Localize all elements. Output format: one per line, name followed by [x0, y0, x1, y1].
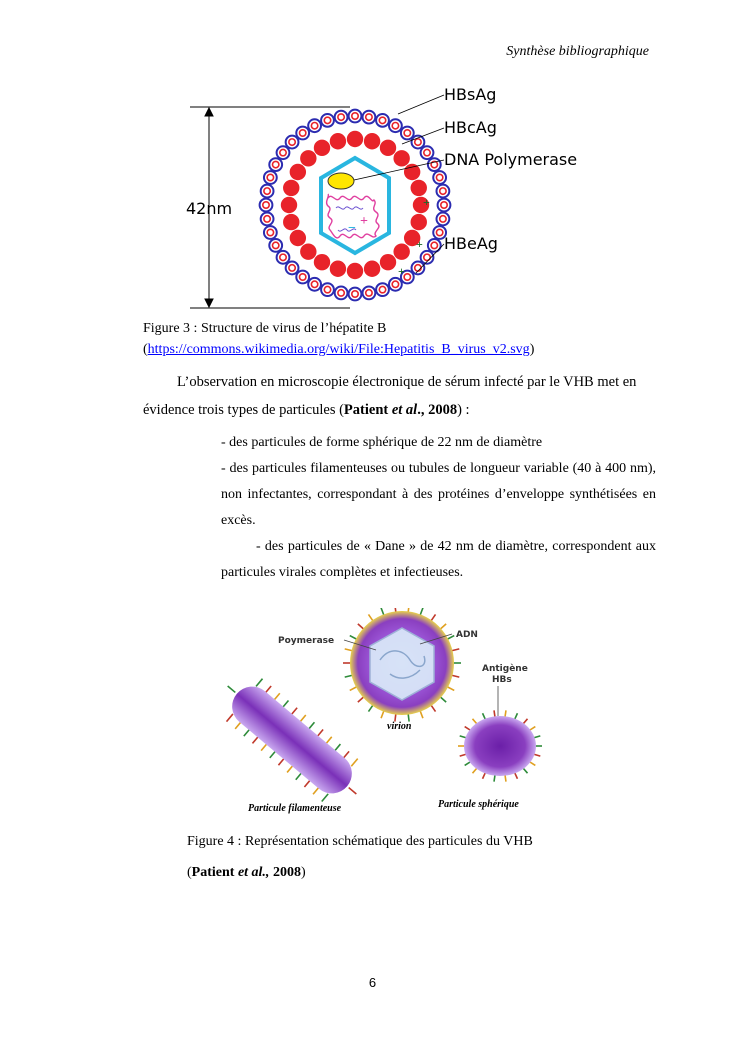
caption-close-paren: ) — [529, 342, 535, 357]
figure-3-caption-title: Figure 3 : Structure de virus de l’hépatite B — [143, 321, 387, 336]
label-hbeag: HBeAg — [444, 234, 498, 253]
svg-text:+: + — [416, 237, 423, 251]
minus-sign-icon: − — [348, 221, 356, 236]
hbcag-bead — [290, 164, 306, 180]
figure-3-caption — [143, 318, 534, 360]
label-virion: virion — [387, 721, 412, 732]
citation-year: 2008 — [269, 865, 301, 880]
hbcag-bead — [330, 133, 346, 149]
hbcag-bead — [411, 214, 427, 230]
label-polymerase: Poymerase — [278, 636, 335, 646]
hbcag-bead — [380, 140, 396, 156]
svg-text:+: + — [423, 195, 430, 209]
label-filamenteuse: Particule filamenteuse — [248, 803, 342, 814]
label-hbcag: HBcAg — [444, 118, 497, 137]
paragraph-line-1: L’observation en microscopie électronique de sérum infecté par le VHB met en — [177, 374, 637, 390]
paragraph-line-2 — [143, 396, 656, 424]
hbcag-bead — [380, 254, 396, 270]
list-item: - des particules filamenteuses ou tubules de longueur variable (40 à 400 nm), non infectantes, correspondant à des protéines d’enveloppe synthétisées en excès. — [221, 461, 656, 528]
polymerase-ellipse — [328, 173, 354, 189]
label-hbs: HBs — [492, 675, 512, 685]
caption-open-paren: ( — [143, 342, 148, 357]
hbcag-bead — [364, 133, 380, 149]
hbcag-bead — [300, 243, 316, 259]
hbcag-bead — [314, 140, 330, 156]
spherical-particle — [458, 710, 542, 781]
hbcag-bead — [364, 261, 380, 277]
page-number: 6 — [368, 975, 377, 990]
hbcag-bead — [411, 180, 427, 196]
hbcag-bead — [404, 164, 420, 180]
figure-3-hbv-structure — [180, 80, 600, 315]
list-item: - des particules de « Dane » de 42 nm de diamètre, correspondent aux particules virales complètes et infectieuses. — [221, 539, 656, 580]
citation-author: Patient — [343, 402, 389, 418]
paragraph-text: évidence trois types de particules ( — [143, 402, 344, 418]
figure-4-particles — [220, 608, 560, 818]
hbcag-bead — [330, 261, 346, 277]
hbcag-bead — [347, 263, 363, 279]
svg-text:+: + — [398, 264, 405, 278]
label-adn: ADN — [456, 630, 478, 640]
paragraph-text-end: ) : — [457, 402, 470, 418]
label-hbsag: HBsAg — [444, 85, 497, 104]
figure-4-caption: Figure 4 : Représentation schématique des particules du VHB — [187, 834, 533, 849]
citation-open: ( — [187, 865, 192, 880]
citation-year: ., 2008 — [417, 402, 458, 418]
hbcag-bead — [290, 230, 306, 246]
citation-close: ) — [300, 865, 306, 880]
hbcag-bead — [283, 180, 299, 196]
hbcag-bead — [314, 254, 330, 270]
hbcag-bead — [393, 150, 409, 166]
plus-sign-icon: + — [360, 214, 368, 229]
citation-etal: et al — [388, 402, 418, 418]
label-dna-polymerase: DNA Polymerase — [444, 150, 578, 169]
hbcag-bead — [283, 214, 299, 230]
virion-particle — [343, 608, 461, 722]
core-hexagon — [321, 158, 389, 253]
citation-etal: et al., — [234, 865, 270, 880]
citation-author: Patient — [191, 865, 235, 880]
hbcag-bead — [281, 197, 297, 213]
label-antigene: Antigène — [482, 664, 528, 674]
source-link[interactable]: https://commons.wikimedia.org/wiki/File:Hepatitis_B_virus_v2.svg — [147, 342, 530, 357]
body-paragraph — [143, 368, 656, 424]
label-spherique: Particule sphérique — [438, 799, 519, 810]
running-header: Synthèse bibliographique — [506, 44, 649, 59]
size-label: 42nm — [186, 199, 233, 218]
particle-type-list — [221, 430, 656, 586]
figure-4-citation — [187, 865, 306, 881]
hbcag-bead — [393, 243, 409, 259]
hbcag-bead — [300, 150, 316, 166]
filamentous-particle — [220, 665, 374, 816]
list-item: - des particules de forme sphérique de 22 nm de diamètre — [221, 435, 543, 450]
hbcag-bead — [347, 131, 363, 147]
